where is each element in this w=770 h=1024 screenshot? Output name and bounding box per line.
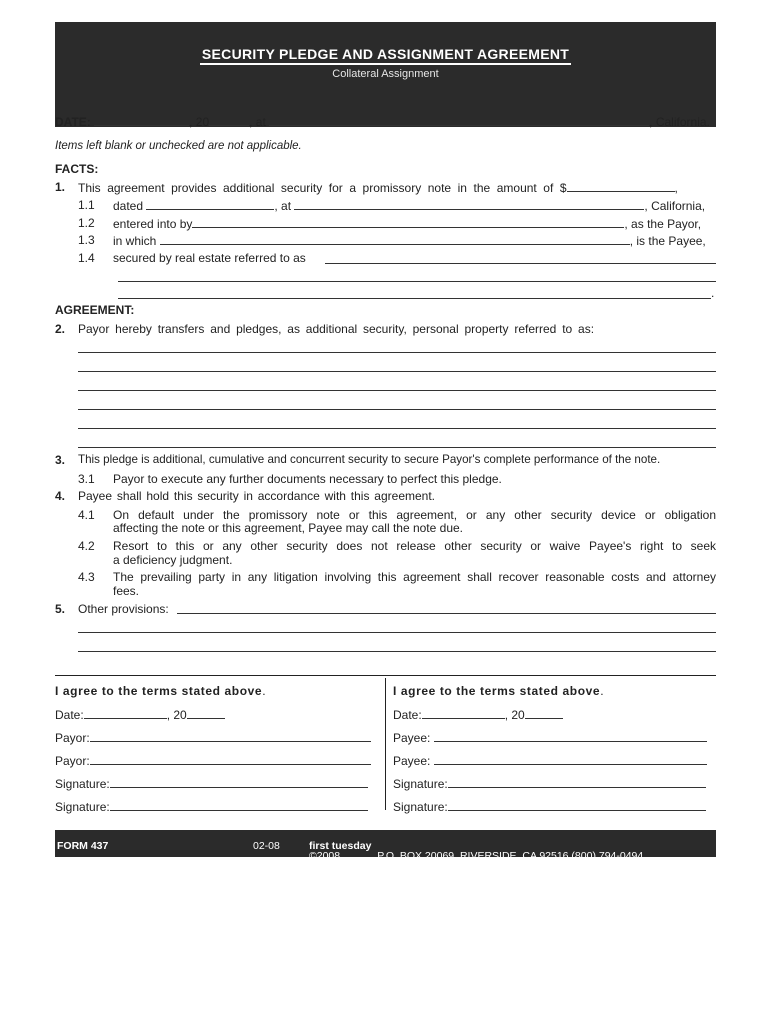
payee-signature-2-field[interactable] xyxy=(448,799,706,811)
item-3-number: 3. xyxy=(55,453,66,467)
payor-signature-2: Signature: xyxy=(55,799,368,814)
payee-name-field[interactable] xyxy=(160,233,630,245)
form-page xyxy=(55,22,716,127)
copyright: ©2008 first tuesday , P.O. BOX 20069, RIVERSIDE, CA 92516 (800) 794-0494 xyxy=(309,840,644,862)
payor-date-field[interactable] xyxy=(84,707,167,719)
year-field[interactable] xyxy=(209,114,249,126)
item-4-number: 4. xyxy=(55,489,66,503)
item-1-4-label: secured by real estate referred to as xyxy=(113,251,306,265)
payee-name-2-field[interactable] xyxy=(434,753,707,765)
item-3-text: This pledge is additional, cumulative and concurrent security to secure Payor's complete performance of the note. xyxy=(78,453,661,466)
item-4-3-text-b: fees. xyxy=(113,584,140,598)
payee-name-1-field[interactable] xyxy=(434,730,707,742)
item-1-2: entered into by , as the Payor, xyxy=(113,217,702,231)
date-label: DATE: xyxy=(55,115,91,129)
other-provisions-line-2[interactable] xyxy=(78,632,716,633)
item-4-1-text-b: affecting the note or this agreement, Payee may call the note due. xyxy=(113,521,463,535)
other-provisions-line-3[interactable] xyxy=(78,651,716,652)
brand-name: first tuesday xyxy=(309,840,372,852)
agreement-heading: AGREEMENT: xyxy=(55,303,135,317)
payor-name-2-field[interactable] xyxy=(90,753,371,765)
item-4-3-text-a: The prevailing party in any litigation involving this agreement shall recover reasonable costs and attorney xyxy=(113,570,716,584)
item-1-number: 1. xyxy=(55,180,66,194)
date-line: DATE: , 20 , at , California. xyxy=(55,115,710,129)
item-5-label: Other provisions: xyxy=(78,602,169,616)
real-estate-line-1[interactable] xyxy=(325,263,716,264)
payor-signature-2-field[interactable] xyxy=(110,799,368,811)
payee-year-field[interactable] xyxy=(525,707,563,719)
form-number: FORM 437 xyxy=(57,840,109,852)
payor-date: Date: , 20 xyxy=(55,707,225,722)
payee-date-field[interactable] xyxy=(422,707,505,719)
payor-line-2: Payor: xyxy=(55,753,371,768)
property-line-1[interactable] xyxy=(78,352,716,353)
item-5-number: 5. xyxy=(55,602,66,616)
payee-date: Date: , 20 xyxy=(393,707,563,722)
property-line-4[interactable] xyxy=(78,409,716,410)
payee-signature-1-field[interactable] xyxy=(448,776,706,788)
dated-city-field[interactable] xyxy=(294,198,644,210)
item-1-3: in which , is the Payee, xyxy=(113,234,706,248)
payor-name-field[interactable] xyxy=(192,216,624,228)
facts-heading: FACTS: xyxy=(55,162,99,176)
item-4-2-text-a: Resort to this or any other security does not release other security or waive Payee's right to seek xyxy=(113,539,716,553)
signature-column-divider xyxy=(385,678,386,810)
item-3-1-text: Payor to execute any further documents necessary to perfect this pledge. xyxy=(113,472,502,486)
payee-line-1: Payee: xyxy=(393,730,707,745)
item-1: This agreement provides additional security for a promissory note in the amount of $ , xyxy=(78,181,678,195)
real-estate-line-2[interactable] xyxy=(118,281,716,282)
payor-signature-1: Signature: xyxy=(55,776,368,791)
payee-signature-1: Signature: xyxy=(393,776,706,791)
city-field[interactable] xyxy=(269,114,649,126)
form-code: 02-08 xyxy=(253,840,280,852)
property-line-3[interactable] xyxy=(78,390,716,391)
property-line-2[interactable] xyxy=(78,371,716,372)
payor-year-field[interactable] xyxy=(187,707,225,719)
form-header xyxy=(55,22,716,127)
item-2-number: 2. xyxy=(55,322,66,336)
payor-signature-1-field[interactable] xyxy=(110,776,368,788)
payor-name-1-field[interactable] xyxy=(90,730,371,742)
payee-signature-2: Signature: xyxy=(393,799,706,814)
item-4-2-text-b: a deficiency judgment. xyxy=(113,553,233,567)
payor-agree-text: I agree to the terms stated above. xyxy=(55,684,267,698)
property-line-5[interactable] xyxy=(78,428,716,429)
property-line-6[interactable] xyxy=(78,447,716,448)
item-2-text: Payor hereby transfers and pledges, as additional security, personal property referred to as: xyxy=(78,322,595,336)
note-amount-field[interactable] xyxy=(567,180,675,192)
payee-line-2: Payee: xyxy=(393,753,707,768)
form-footer xyxy=(55,830,716,862)
item-4-text: Payee shall hold this security in accordance with this agreement. xyxy=(78,489,436,503)
other-provisions-line-1[interactable] xyxy=(177,613,716,614)
payor-line-1: Payor: xyxy=(55,730,371,745)
real-estate-line-3[interactable] xyxy=(118,298,711,299)
item-4-1-text-a: On default under the promissory note or this agreement, or any other security device or obligation xyxy=(113,508,716,522)
date-field[interactable] xyxy=(94,114,189,126)
form-title: SECURITY PLEDGE AND ASSIGNMENT AGREEMENT xyxy=(200,46,571,65)
item-1-1: dated , at , California, xyxy=(113,199,706,213)
dated-field[interactable] xyxy=(146,198,274,210)
payee-agree-text: I agree to the terms stated above. xyxy=(393,684,605,698)
signature-divider xyxy=(55,675,716,676)
blank-note: Items left blank or unchecked are not applicable. xyxy=(55,140,302,152)
form-subtitle: Collateral Assignment xyxy=(332,68,439,80)
